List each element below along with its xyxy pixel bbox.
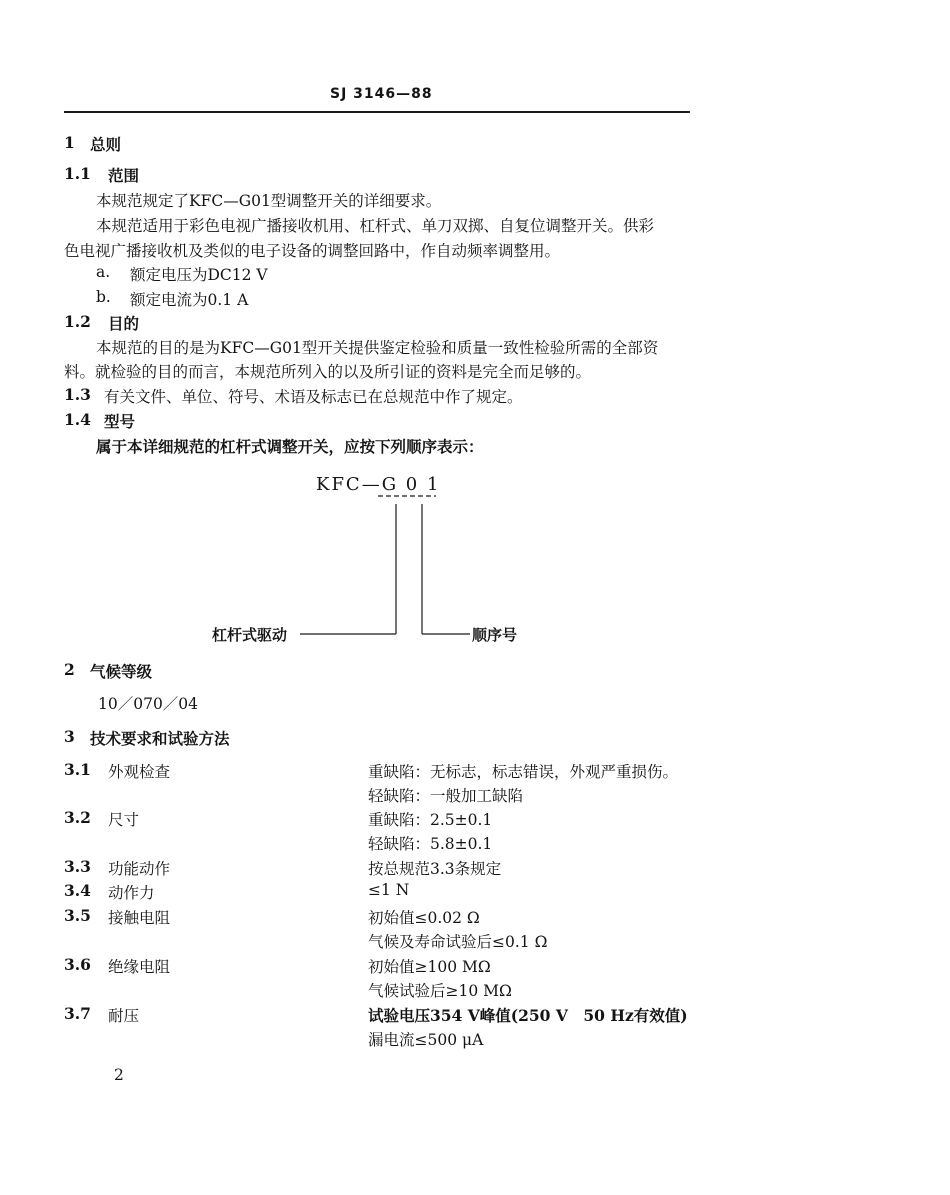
- req-spec-line: 初始值≤0.02 Ω: [368, 909, 480, 927]
- section-1-2-number: 1.2: [64, 312, 91, 331]
- section-1-number: 1: [64, 133, 75, 152]
- scope-paragraph-2-line-1: 本规范适用于彩色电视广播接收机用、杠杆式、单刀双掷、自复位调整开关。供彩: [96, 217, 655, 235]
- climate-category: 10／070／04: [98, 695, 199, 713]
- diagram-left-label: 杠杆式驱动: [212, 626, 288, 644]
- section-1-3-number: 1.3: [64, 385, 91, 404]
- req-spec-line: 气候及寿命试验后≤0.1 Ω: [368, 933, 548, 951]
- req-number: 3.7: [64, 1004, 91, 1023]
- req-spec-line: 气候试验后≥10 MΩ: [368, 982, 512, 1000]
- req-item: 外观检查: [108, 763, 171, 781]
- scope-paragraph-2-line-2: 色电视广播接收机及类似的电子设备的调整回路中，作自动频率调整用。: [64, 242, 561, 260]
- req-spec-line: 重缺陷：2.5±0.1: [368, 811, 493, 829]
- section-1-2-title: 目的: [108, 314, 140, 333]
- section-1-1-title: 范围: [108, 166, 140, 185]
- item-b-text: 额定电流为0.1 A: [130, 291, 249, 309]
- req-item: 动作力: [108, 884, 155, 902]
- req-item: 绝缘电阻: [108, 958, 171, 976]
- req-number: 3.2: [64, 808, 91, 827]
- purpose-line-2: 料。就检验的目的而言，本规范所列入的以及所引证的资料是完全而足够的。: [64, 363, 592, 381]
- req-number: 3.6: [64, 955, 91, 974]
- doc-code: SJ 3146—88: [330, 86, 433, 102]
- item-a-text: 额定电压为DC12 V: [130, 266, 268, 284]
- model-intro: 属于本详细规范的杠杆式调整开关，应按下列顺序表示：: [96, 437, 484, 456]
- req-number: 3.4: [64, 881, 91, 900]
- purpose-line-1: 本规范的目的是为KFC—G01型开关提供鉴定检验和质量一致性检验所需的全部资: [96, 339, 659, 357]
- section-2-number: 2: [64, 660, 75, 679]
- req-spec-line: 重缺陷：无标志，标志错误，外观严重损伤。: [368, 763, 679, 781]
- req-spec-line: 漏电流≤500 μA: [368, 1031, 484, 1049]
- section-1-4-number: 1.4: [64, 410, 91, 429]
- req-spec-line: 试验电压354 V峰值(250 V 50 Hz有效值): [368, 1006, 688, 1025]
- section-2-title: 气候等级: [90, 662, 153, 681]
- section-1-1-number: 1.1: [64, 164, 91, 183]
- section-1-4-title: 型号: [104, 412, 136, 431]
- item-b-mark: b.: [96, 288, 111, 306]
- scope-paragraph-1: 本规范规定了KFC—G01型调整开关的详细要求。: [96, 192, 442, 210]
- page-number: 2: [114, 1066, 124, 1084]
- section-1-title: 总则: [90, 135, 122, 154]
- item-a-mark: a.: [96, 263, 111, 281]
- req-spec-line: ≤1 N: [368, 881, 410, 899]
- req-spec-line: 轻缺陷：5.8±0.1: [368, 835, 493, 853]
- req-number: 3.5: [64, 906, 91, 925]
- req-spec-line: 按总规范3.3条规定: [368, 860, 502, 878]
- req-item: 接触电阻: [108, 909, 171, 927]
- req-spec-line: 轻缺陷：一般加工缺陷: [368, 787, 524, 805]
- section-3-title: 技术要求和试验方法: [90, 729, 230, 748]
- req-item: 尺寸: [108, 811, 140, 829]
- section-3-number: 3: [64, 727, 75, 746]
- req-number: 3.3: [64, 857, 91, 876]
- req-item: 功能动作: [108, 860, 171, 878]
- req-number: 3.1: [64, 760, 91, 779]
- req-item: 耐压: [108, 1007, 140, 1025]
- header-rule: [64, 111, 690, 113]
- diagram-right-label: 顺序号: [472, 626, 518, 644]
- model-designation: KFC—G 0 1: [316, 474, 441, 495]
- req-spec-line: 初始值≥100 MΩ: [368, 958, 491, 976]
- section-1-3-text: 有关文件、单位、符号、术语及标志已在总规范中作了规定。: [104, 388, 523, 406]
